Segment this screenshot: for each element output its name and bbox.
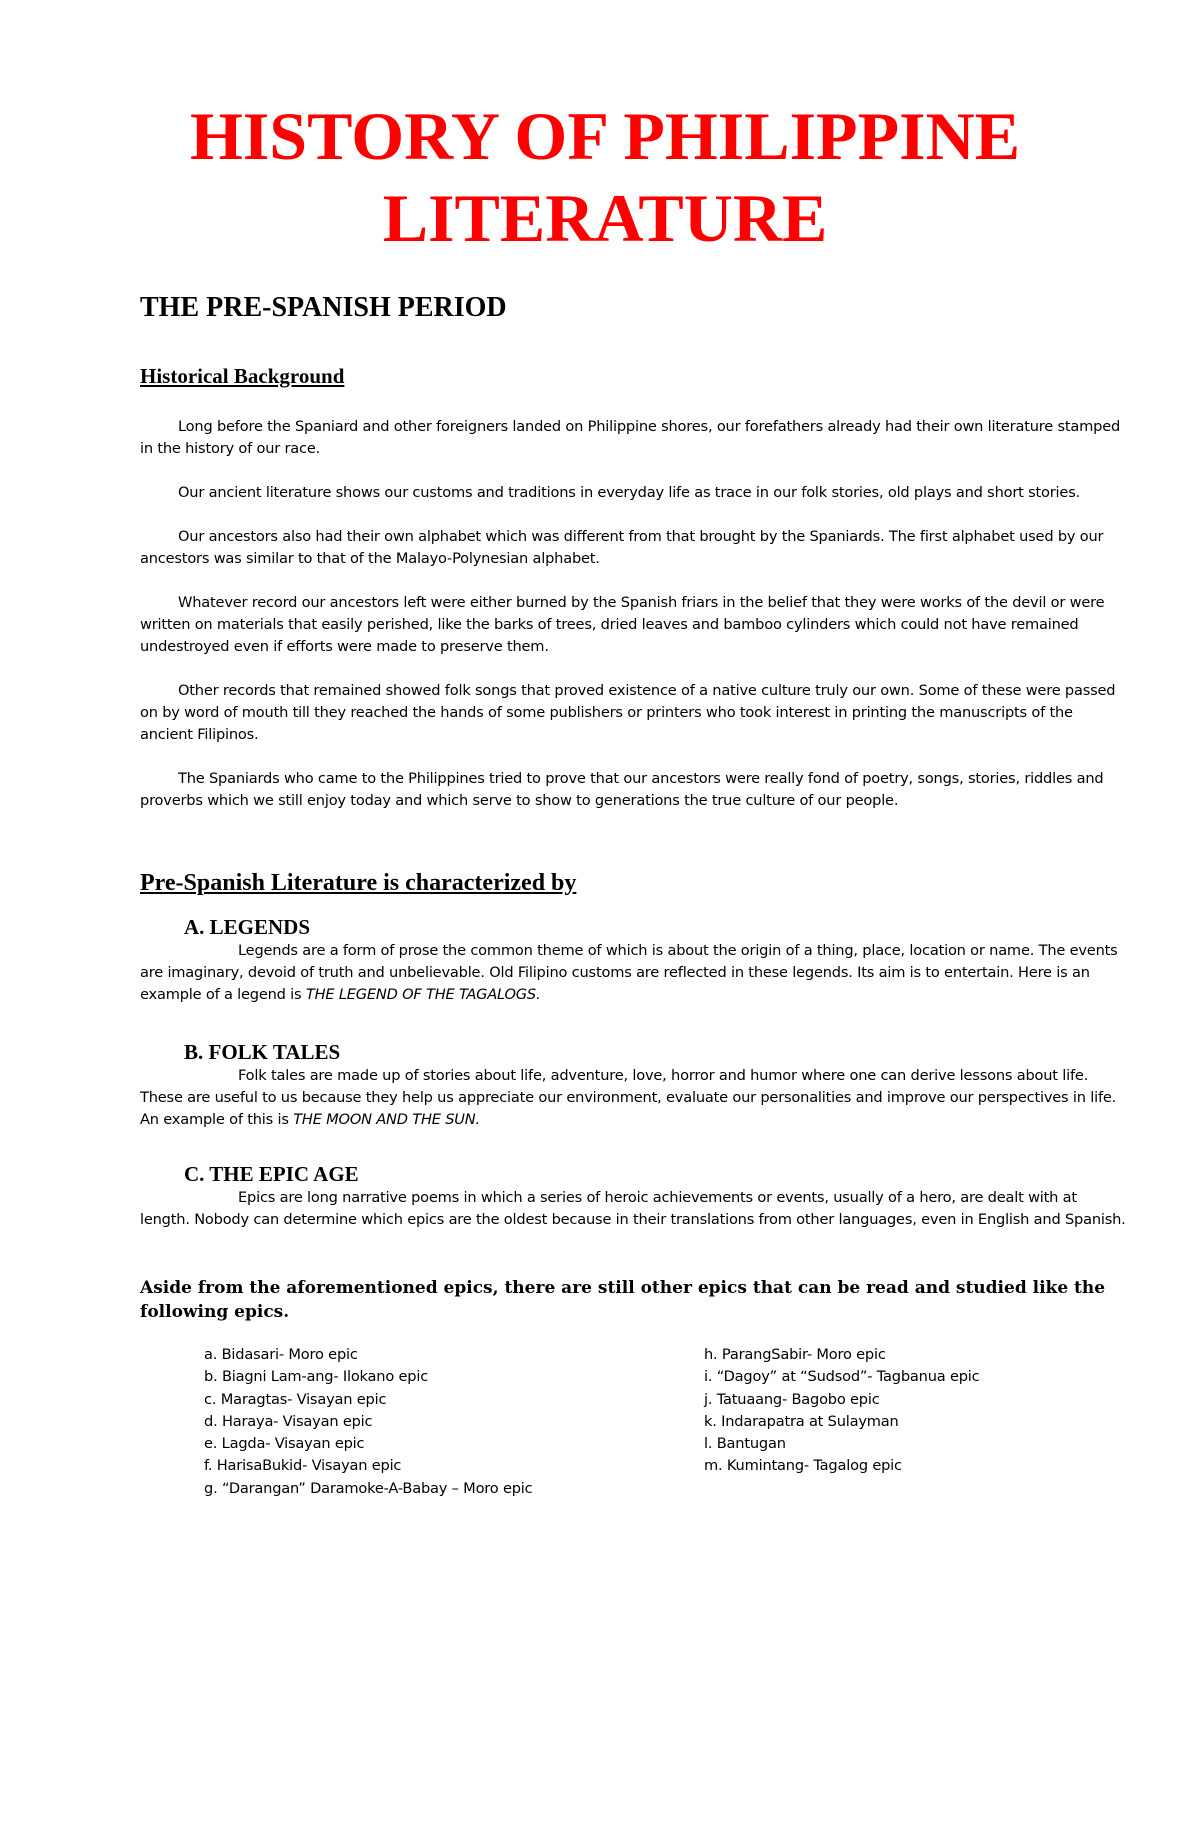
epics-intro: Aside from the aforementioned epics, there are still other epics that can be read and studied like the following epics. [140,1278,1106,1322]
section-body-text: Folk tales are made up of stories about life, adventure, love, horror and humor where one can derive lessons about life. These are useful to us because they help us appreciate our environment, evaluate our personalities and improve our perspectives in life. An example of this is [140,1067,1117,1128]
list-item: e. Lagda- Visayan epic [204,1435,365,1453]
section-title: C. THE EPIC AGE [184,1162,359,1186]
paragraph: Whatever record our ancestors left were either burned by the Spanish friars in the belief that they were works of the devil or were written on materials that easily perished, like the barks of trees, dried leaves and bamboo cylinders which could not have remained undestroyed even if efforts were made to preserve them. [140,594,1105,655]
paragraph: Other records that remained showed folk songs that proved existence of a native culture truly our own. Some of these were passed on by word of mouth till they reached the hands of some publishers or printers who took interest in printing the manuscripts of the ancient Filipinos. [140,682,1116,743]
paragraph: Our ancestors also had their own alphabet which was different from that brought by the Spaniards. The first alphabet used by our ancestors was similar to that of the Malayo-Polynesian alphabet. [140,528,1104,567]
list-item: d. Haraya- Visayan epic [204,1412,373,1430]
list-item: c. Maragtas- Visayan epic [204,1390,387,1408]
list-item: b. Biagni Lam-ang- Ilokano epic [204,1368,429,1386]
section-legends [140,914,1130,1006]
section-body-text: Legends are a form of prose the common theme of which is about the origin of a thing, place, location or name. The events are imaginary, devoid of truth and unbelievable. Old Filipino customs are reflected in these legends. Its aim is to entertain. Here is an example of a legend is [140,942,1118,1003]
section-folk-tales [140,1039,1130,1131]
section-title: A. LEGENDS [184,915,311,939]
list-item: a. Bidasari- Moro epic [204,1346,358,1363]
section-epic-age [140,1161,1130,1231]
list-item: k. Indarapatra at Sulayman [704,1412,899,1430]
list-item: g. “Darangan” Daramoke-A-Babay – Moro epic [204,1479,533,1497]
epic-list-right [704,1344,979,1478]
section-body [140,1065,1130,1131]
document-title: HISTORY OF PHILIPPINE LITERATURE [189,98,1021,256]
list-item: h. ParangSabir- Moro epic [704,1346,886,1363]
section-body [140,1187,1130,1231]
paragraph: The Spaniards who came to the Philippines tried to prove that our ancestors were really fond of poetry, songs, stories, riddles and proverbs which we still enjoy today and which serve to show to generations the true culture of our people. [140,770,1104,809]
historical-background-body [140,416,1130,834]
epic-list-left [204,1344,532,1500]
section-body [140,940,1130,1006]
period-heading: THE PRE-SPANISH PERIOD [140,292,507,323]
paragraph: Long before the Spaniard and other foreigners landed on Philippine shores, our forefathers already had their own literature stamped in the history of our race. [140,418,1121,457]
section-body-text: Epics are long narrative poems in which a series of heroic achievements or events, usually of a hero, are dealt with at length. Nobody can determine which epics are the oldest because in their translations from other languages, even in English and Spanish. [140,1189,1126,1228]
characterized-heading: Pre-Spanish Literature is characterized by [140,870,577,896]
list-item: i. “Dagoy” at “Sudsod”- Tagbanua epic [704,1368,980,1386]
list-item: j. Tatuaang- Bagobo epic [704,1390,880,1408]
list-item: m. Kumintang- Tagalog epic [704,1457,902,1475]
historical-background-heading: Historical Background [140,364,345,388]
paragraph: Our ancient literature shows our customs and traditions in everyday life as trace in our folk stories, old plays and short stories. [178,484,1081,501]
section-example: THE MOON AND THE SUN. [293,1111,480,1128]
list-item: f. HarisaBukid- Visayan epic [204,1457,402,1475]
list-item: l. Bantugan [704,1435,786,1453]
section-example: THE LEGEND OF THE TAGALOGS. [305,986,541,1003]
section-title: B. FOLK TALES [184,1040,341,1064]
